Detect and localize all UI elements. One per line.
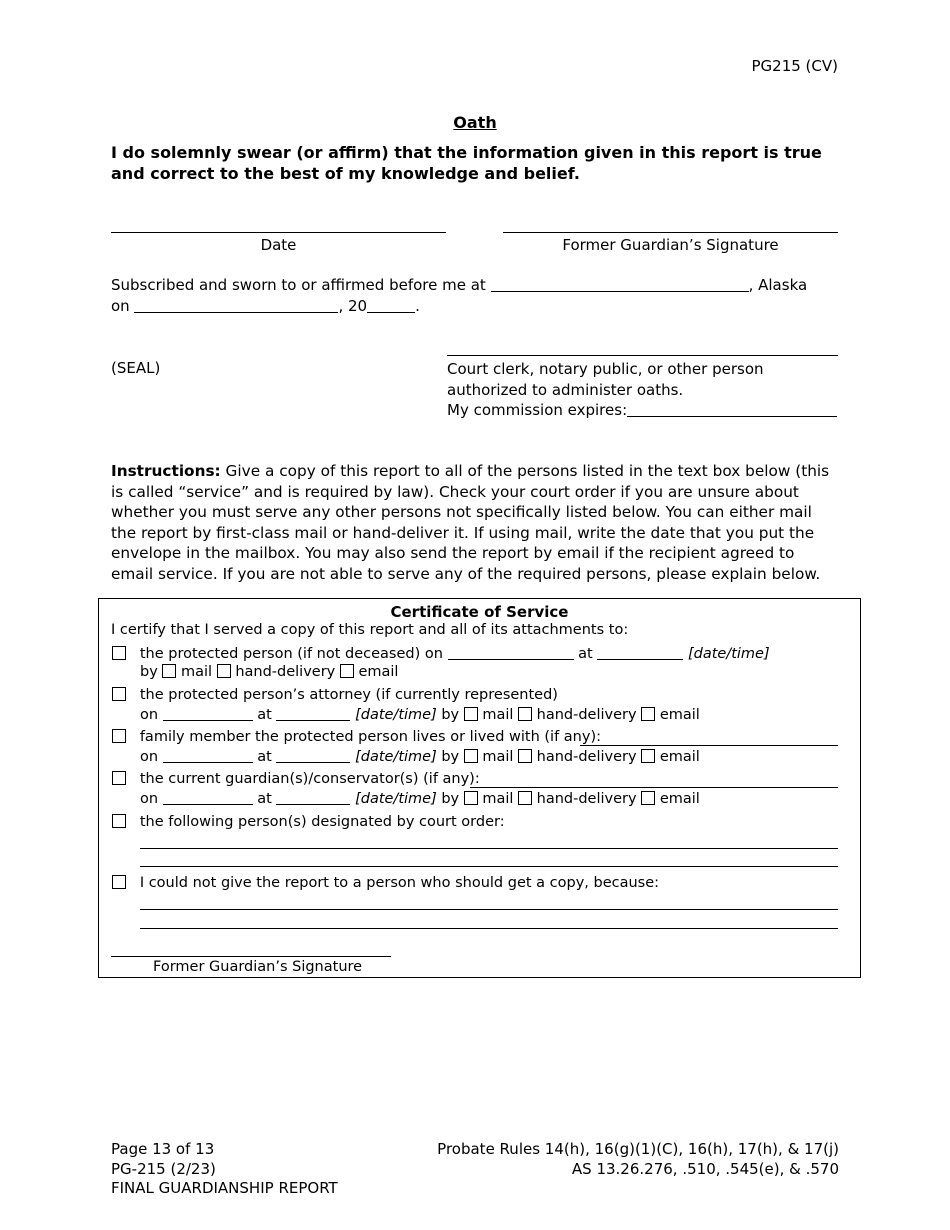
item-4-email-checkbox[interactable]	[641, 791, 655, 805]
item-3-mail-checkbox[interactable]	[464, 749, 478, 763]
sworn-location-field[interactable]	[491, 277, 749, 292]
hand-delivery-label: hand-delivery	[536, 707, 637, 723]
date-line[interactable]	[111, 232, 446, 233]
by-label: by	[140, 664, 158, 680]
item-4-hand-delivery-checkbox[interactable]	[518, 791, 532, 805]
item-3-date-field[interactable]	[163, 748, 253, 763]
service-item-1-method	[140, 664, 398, 680]
item-4-name-field[interactable]	[470, 787, 838, 788]
at-label: at	[578, 646, 593, 662]
service-item-6	[112, 875, 659, 891]
footer-statutes: AS 13.26.276, .510, .545(e), & .570	[571, 1159, 839, 1178]
officer-block	[447, 359, 837, 421]
item-6-line-2[interactable]	[140, 928, 838, 929]
sworn-text	[111, 276, 807, 294]
item-3-checkbox[interactable]	[112, 729, 126, 743]
item-3-label: family member the protected person lives or lived with (if any):	[139, 729, 601, 745]
sworn-prefix: Subscribed and sworn to or affirmed before me at	[111, 276, 486, 294]
officer-line-2: authorized to administer oaths.	[447, 380, 684, 399]
date-time-hint: [date/time]	[355, 749, 437, 765]
sworn-date	[111, 297, 420, 315]
item-4-date-field[interactable]	[163, 790, 253, 805]
item-5-checkbox[interactable]	[112, 814, 126, 828]
by-label: by	[441, 791, 460, 807]
certificate-intro: I certify that I served a copy of this report and all of its attachments to:	[111, 622, 629, 638]
instructions-text: Give a copy of this report to all of the persons listed in the text box below (this is called “service” and is required by law). Check your court order if you are unsure about whether you must serve any other persons not specifically listed below. You can either mail the report by first-class mail or hand-deliver it. If using mail, write the date that you put the envelope in the mailbox. You may also send the report by email if the recipient agreed to email service. If you are not able to serve any of the required persons, please explain below.	[111, 462, 830, 583]
hand-delivery-label: hand-delivery	[235, 664, 336, 680]
by-label: by	[441, 749, 460, 765]
at-label: at	[257, 749, 272, 765]
instructions-label: Instructions:	[111, 462, 221, 480]
at-label: at	[257, 707, 272, 723]
form-code: PG215 (CV)	[751, 57, 838, 75]
item-4-label: the current guardian(s)/conservator(s) (if any):	[139, 771, 480, 787]
mail-label: mail	[482, 749, 514, 765]
item-2-mail-checkbox[interactable]	[464, 707, 478, 721]
on-label: on	[140, 791, 159, 807]
item-4-mail-checkbox[interactable]	[464, 791, 478, 805]
commission-field[interactable]	[627, 402, 837, 417]
period: .	[415, 297, 420, 315]
item-6-line-1[interactable]	[140, 909, 838, 910]
oath-statement: I do solemnly swear (or affirm) that the information given in this report is true and correct to the best of my knowledge and belief.	[111, 143, 822, 183]
email-label: email	[659, 707, 700, 723]
certificate-signature-line[interactable]	[111, 956, 391, 957]
footer-left	[111, 1140, 338, 1199]
item-5-line-2[interactable]	[140, 866, 838, 867]
mail-label: mail	[482, 707, 514, 723]
date-time-hint: [date/time]	[687, 646, 770, 662]
mail-label: mail	[181, 664, 213, 680]
officer-line-1: Court clerk, notary public, or other person	[447, 360, 764, 378]
item-2-time-field[interactable]	[276, 706, 350, 721]
item-5-label: the following person(s) designated by court order:	[139, 814, 505, 830]
item-1-email-checkbox[interactable]	[340, 664, 354, 678]
item-1-date-field[interactable]	[448, 645, 574, 660]
service-item-2-method	[140, 706, 700, 723]
date-time-hint: [date/time]	[355, 707, 437, 723]
item-3-name-field[interactable]	[580, 745, 838, 746]
item-2-date-field[interactable]	[163, 706, 253, 721]
certificate-title: Certificate of Service	[390, 603, 569, 621]
item-2-email-checkbox[interactable]	[641, 707, 655, 721]
service-item-3-method	[140, 748, 700, 765]
service-item-3	[112, 729, 601, 745]
on-label: on	[140, 707, 159, 723]
instructions	[111, 461, 841, 585]
mail-label: mail	[482, 791, 514, 807]
email-label: email	[659, 749, 700, 765]
item-3-email-checkbox[interactable]	[641, 749, 655, 763]
item-2-hand-delivery-checkbox[interactable]	[518, 707, 532, 721]
item-6-checkbox[interactable]	[112, 875, 126, 889]
item-1-time-field[interactable]	[597, 645, 683, 660]
on-label: on	[111, 297, 130, 315]
footer-right	[437, 1140, 839, 1179]
signature-label: Former Guardian’s Signature	[562, 236, 779, 254]
by-label: by	[441, 707, 460, 723]
item-5-line-1[interactable]	[140, 848, 838, 849]
on-label: on	[140, 749, 159, 765]
service-item-4-method	[140, 790, 700, 807]
item-4-time-field[interactable]	[276, 790, 350, 805]
service-item-2	[112, 687, 558, 703]
seal-label: (SEAL)	[111, 359, 161, 377]
hand-delivery-label: hand-delivery	[536, 749, 637, 765]
item-3-time-field[interactable]	[276, 748, 350, 763]
email-label: email	[659, 791, 700, 807]
date-label: Date	[260, 236, 297, 254]
item-4-checkbox[interactable]	[112, 771, 126, 785]
item-1-label: the protected person (if not deceased) on	[139, 646, 443, 662]
item-1-checkbox[interactable]	[112, 646, 126, 660]
officer-signature-line[interactable]	[447, 355, 838, 356]
sworn-date-field[interactable]	[134, 298, 338, 313]
footer-form-title: FINAL GUARDIANSHIP REPORT	[111, 1179, 338, 1197]
item-2-checkbox[interactable]	[112, 687, 126, 701]
service-item-4	[112, 771, 480, 787]
commission-label: My commission expires:	[447, 401, 628, 419]
footer-form-rev: PG-215 (2/23)	[111, 1159, 216, 1178]
year-prefix: , 20	[338, 297, 368, 315]
sworn-year-field[interactable]	[367, 298, 415, 313]
item-6-label: I could not give the report to a person who should get a copy, because:	[139, 875, 660, 891]
service-item-5	[112, 814, 505, 830]
service-item-1	[112, 645, 770, 662]
footer-rules: Probate Rules 14(h), 16(g)(1)(C), 16(h), 17(h), & 17(j)	[437, 1140, 839, 1158]
certificate-signature-label: Former Guardian’s Signature	[153, 959, 363, 975]
sworn-suffix: , Alaska	[748, 276, 808, 294]
hand-delivery-label: hand-delivery	[536, 791, 637, 807]
item-2-label: the protected person’s attorney (if currently represented)	[139, 687, 558, 703]
at-label: at	[257, 791, 272, 807]
oath-title: Oath	[453, 113, 497, 132]
email-label: email	[358, 664, 399, 680]
signature-line[interactable]	[503, 232, 838, 233]
item-1-mail-checkbox[interactable]	[162, 664, 176, 678]
item-3-hand-delivery-checkbox[interactable]	[518, 749, 532, 763]
date-time-hint: [date/time]	[355, 791, 437, 807]
item-1-hand-delivery-checkbox[interactable]	[217, 664, 231, 678]
footer-page: Page 13 of 13	[111, 1140, 215, 1158]
